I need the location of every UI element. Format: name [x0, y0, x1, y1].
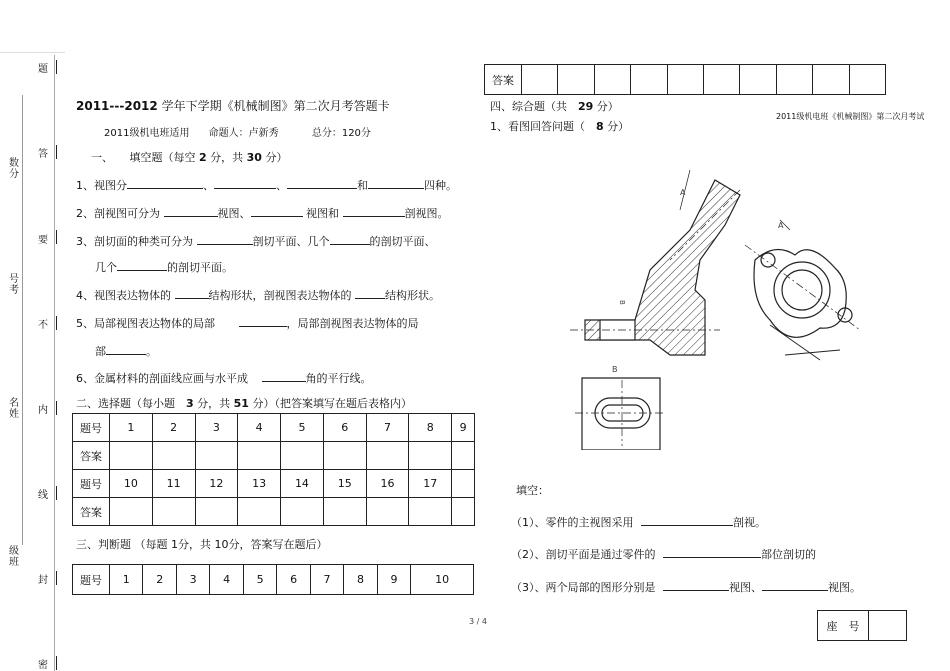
q4-blank[interactable] — [355, 298, 385, 299]
fill-q1-text: （1）、零件的主视图采用 — [511, 516, 634, 529]
answer-cell[interactable] — [409, 498, 452, 526]
q3-text: 的剖切平面、 — [369, 235, 436, 248]
seal-tick — [56, 571, 57, 585]
answer-cell[interactable] — [323, 498, 366, 526]
answer-cell[interactable] — [152, 498, 195, 526]
answer-cell[interactable] — [281, 498, 324, 526]
q5-text: 部 — [95, 345, 106, 358]
question-2 — [76, 207, 449, 220]
section2-title — [76, 397, 412, 410]
view-label-b: B — [612, 365, 618, 374]
question-number: 8 — [344, 565, 377, 595]
answer-cell[interactable] — [703, 65, 739, 95]
q3-blank[interactable] — [330, 244, 370, 245]
question-number: 6 — [277, 565, 310, 595]
q2-text: 视图和 — [306, 207, 339, 220]
seal-char: 线 — [38, 490, 48, 501]
answer-cell[interactable] — [110, 442, 153, 470]
question-1 — [76, 179, 457, 192]
q2-blank[interactable] — [343, 216, 405, 217]
exam-meta — [104, 127, 371, 140]
fill-label: 填空： — [516, 484, 549, 497]
question-number: 16 — [366, 470, 409, 498]
table-row — [818, 611, 907, 641]
section3-title: 三、判断题 （每题 1分，共 10分，答案写在题后） — [76, 538, 328, 551]
question-6 — [76, 372, 372, 385]
answer-cell[interactable] — [366, 442, 409, 470]
fill-q1-text: 剖视。 — [733, 516, 766, 529]
q5-text: ，局部剖视图表达物体的局 — [286, 317, 419, 330]
answer-cell[interactable] — [452, 442, 475, 470]
page-header-note: 2011级机电班《机械制图》第二次月考试 — [776, 112, 925, 121]
q3-text: 剖切平面、几个 — [252, 235, 330, 248]
seal-char: 题 — [38, 64, 48, 75]
part-drawing — [540, 150, 880, 450]
fill-q3-text: 视图。 — [828, 581, 861, 594]
section1-title-text: 一、 填空题（每空 — [91, 151, 199, 164]
answer-cell[interactable] — [594, 65, 630, 95]
fill-q3-text: （3）、两个局部的图形分别是 — [511, 581, 656, 594]
question-number: 8 — [409, 414, 452, 442]
q1-text: 、 — [276, 179, 287, 192]
section1-points: 2 — [199, 151, 207, 164]
section1-title-text: 分） — [261, 151, 288, 164]
question-number: 5 — [243, 565, 276, 595]
section4-total: 29 — [578, 100, 594, 113]
fill-q2-blank[interactable] — [663, 557, 761, 558]
q41-points: 8 — [596, 120, 604, 133]
fill-q3-text: 视图、 — [729, 581, 762, 594]
fill-q2-text: （2）、剖切平面是通过零件的 — [511, 548, 656, 561]
q1-blank[interactable] — [214, 188, 276, 189]
flange-view — [745, 220, 860, 360]
row-label: 答案 — [73, 442, 110, 470]
fill-q1-blank[interactable] — [641, 525, 733, 526]
q4-text: 结构形状，剖视图表达物体的 — [208, 289, 352, 302]
table-row — [73, 565, 474, 595]
question-number — [452, 470, 475, 498]
question-number: 1 — [110, 414, 153, 442]
seal-char: 答 — [38, 149, 48, 160]
row-label: 答案 — [73, 498, 110, 526]
section-label-a2: A — [778, 221, 784, 230]
seal-tick — [56, 401, 57, 415]
question-number: 12 — [195, 470, 238, 498]
seal-char: 要 — [38, 235, 48, 246]
seal-char: 密 — [38, 660, 48, 671]
section2-title-text: 分）（把答案填写在题后表格内） — [248, 397, 412, 410]
seal-line — [54, 55, 55, 671]
q2-text: 2、剖视图可分为 — [76, 207, 160, 220]
q5-text: 。 — [146, 345, 157, 358]
section-label-a: A — [680, 188, 686, 197]
page-number: 3 / 4 — [469, 617, 487, 626]
section2-points: 3 — [186, 397, 194, 410]
seat-label: 座 号 — [818, 611, 869, 641]
exam-year: 2011---2012 — [76, 99, 158, 113]
q5-blank[interactable] — [239, 326, 287, 327]
fill-question-1 — [511, 516, 766, 529]
question-number: 10 — [411, 565, 474, 595]
seal-tick — [56, 486, 57, 500]
row-label: 答案 — [485, 65, 522, 95]
row-label: 题号 — [73, 565, 110, 595]
seat-number-cell[interactable] — [869, 611, 907, 641]
answer-cell[interactable] — [522, 65, 558, 95]
answer-cell[interactable] — [849, 65, 885, 95]
question-number: 5 — [281, 414, 324, 442]
question-number: 17 — [409, 470, 452, 498]
judge-answer-table — [72, 564, 474, 595]
seat-number-box — [817, 610, 907, 641]
partial-view-b — [575, 365, 665, 450]
seal-tick — [56, 656, 57, 670]
class-label: 级 班 — [9, 546, 19, 568]
q4-text: 结构形状。 — [385, 289, 440, 302]
q1-text: 四种。 — [424, 179, 457, 192]
q5-blank[interactable] — [106, 354, 146, 355]
view-arrow-label: B — [618, 300, 626, 305]
meta-class: 2011级机电班适用 — [104, 128, 190, 139]
section2-title-text: 二、选择题（每小题 — [76, 397, 186, 410]
fill-q3-blank[interactable] — [663, 590, 729, 591]
section1-title — [91, 151, 287, 164]
fill-question-3 — [511, 581, 861, 594]
question-number: 6 — [323, 414, 366, 442]
answer-cell[interactable] — [631, 65, 667, 95]
answer-cell[interactable] — [238, 442, 281, 470]
question-number: 11 — [152, 470, 195, 498]
answer-cell[interactable] — [195, 498, 238, 526]
question-number: 9 — [452, 414, 475, 442]
seal-char: 不 — [38, 320, 48, 331]
seal-tick — [56, 316, 57, 330]
seal-tick — [56, 60, 57, 74]
table-row — [73, 414, 475, 442]
seal-tick — [56, 145, 57, 159]
table-row — [485, 65, 886, 95]
q1-blank[interactable] — [127, 188, 203, 189]
exam-title — [76, 100, 390, 113]
meta-author: 命题人：卢新秀 — [208, 128, 279, 139]
q3-blank[interactable] — [197, 244, 253, 245]
question-number: 7 — [366, 414, 409, 442]
answer-cell[interactable] — [813, 65, 849, 95]
answer-cell[interactable] — [452, 498, 475, 526]
exam-title-text: 学年下学期《机械制图》第二次月考答题卡 — [157, 99, 390, 113]
section4-title-text: 四、综合题（共 — [490, 100, 578, 113]
question-5 — [76, 317, 419, 330]
q2-text: 视图、 — [217, 207, 251, 220]
name-label: 名 姓 — [9, 398, 19, 420]
judge-answer-row — [484, 64, 886, 95]
q2-blank[interactable] — [251, 216, 303, 217]
question-number: 2 — [152, 414, 195, 442]
question-number: 9 — [377, 565, 410, 595]
seal-char: 内 — [38, 405, 48, 416]
question-5-cont — [95, 345, 157, 358]
q1-text: 1、视图分 — [76, 179, 127, 192]
fill-q2-text: 部位剖切的 — [761, 548, 816, 561]
q1-text: 和 — [357, 179, 368, 192]
question-3 — [76, 235, 436, 248]
section4-title-text: 分） — [593, 100, 619, 113]
q4-text: 4、视图表达物体的 — [76, 289, 171, 302]
q3-blank[interactable] — [117, 270, 167, 271]
answer-cell[interactable] — [558, 65, 594, 95]
answer-cell[interactable] — [323, 442, 366, 470]
q41-text: 1、看图回答问题（ — [490, 120, 596, 133]
fill-q3-blank[interactable] — [762, 590, 828, 591]
answer-cell[interactable] — [238, 498, 281, 526]
section2-title-text: 分，共 — [193, 397, 234, 410]
table-row — [73, 498, 475, 526]
question-number: 7 — [310, 565, 343, 595]
section1-total: 30 — [246, 151, 262, 164]
answer-cell[interactable] — [366, 498, 409, 526]
q1-blank[interactable] — [287, 188, 357, 189]
q1-text: 、 — [203, 179, 214, 192]
section4-title — [490, 100, 619, 113]
question-number: 4 — [210, 565, 243, 595]
q6-text: 角的平行线。 — [305, 372, 372, 385]
question-number: 10 — [110, 470, 153, 498]
section2-total: 51 — [233, 397, 249, 410]
meta-score: 总分：120分 — [311, 128, 371, 139]
seal-tick — [56, 230, 57, 244]
question-number: 15 — [323, 470, 366, 498]
question-3-cont — [95, 261, 233, 274]
seal-char: 封 — [38, 575, 48, 586]
q4-blank[interactable] — [175, 298, 209, 299]
question-number: 13 — [238, 470, 281, 498]
answer-cell[interactable] — [110, 498, 153, 526]
q2-text: 剖视图。 — [404, 207, 449, 220]
exam-no-label: 号 考 — [9, 274, 19, 296]
q3-text: 的剖切平面。 — [167, 261, 233, 274]
question-4-1 — [490, 120, 629, 133]
q6-blank[interactable] — [262, 381, 306, 382]
choice-answer-table — [72, 413, 475, 526]
question-number: 1 — [110, 565, 143, 595]
section1-title-text: 分，共 — [206, 151, 247, 164]
q1-blank[interactable] — [368, 188, 424, 189]
question-number: 2 — [143, 565, 176, 595]
question-number: 4 — [238, 414, 281, 442]
answer-cell[interactable] — [195, 442, 238, 470]
q41-text: 分） — [603, 120, 630, 133]
question-number: 3 — [176, 565, 209, 595]
q2-blank[interactable] — [164, 216, 218, 217]
top-rule — [0, 52, 65, 53]
question-4 — [76, 289, 440, 302]
answer-cell[interactable] — [667, 65, 703, 95]
answer-cell[interactable] — [776, 65, 812, 95]
answer-cell[interactable] — [152, 442, 195, 470]
answer-cell[interactable] — [740, 65, 776, 95]
main-section-view — [570, 170, 740, 355]
q3-text: 3、剖切面的种类可分为 — [76, 235, 193, 248]
q5-text: 5、局部视图表达物体的局部 — [76, 317, 215, 330]
q3-text: 几个 — [95, 261, 117, 274]
answer-cell[interactable] — [281, 442, 324, 470]
name-line — [22, 95, 23, 545]
table-row — [73, 470, 475, 498]
answer-cell[interactable] — [409, 442, 452, 470]
score-label: 数 分 — [9, 158, 19, 180]
row-label: 题号 — [73, 414, 110, 442]
row-label: 题号 — [73, 470, 110, 498]
question-number: 14 — [281, 470, 324, 498]
question-number: 3 — [195, 414, 238, 442]
q6-text: 6、金属材料的剖面线应画与水平成 — [76, 372, 248, 385]
fill-question-2 — [511, 548, 816, 561]
table-row — [73, 442, 475, 470]
